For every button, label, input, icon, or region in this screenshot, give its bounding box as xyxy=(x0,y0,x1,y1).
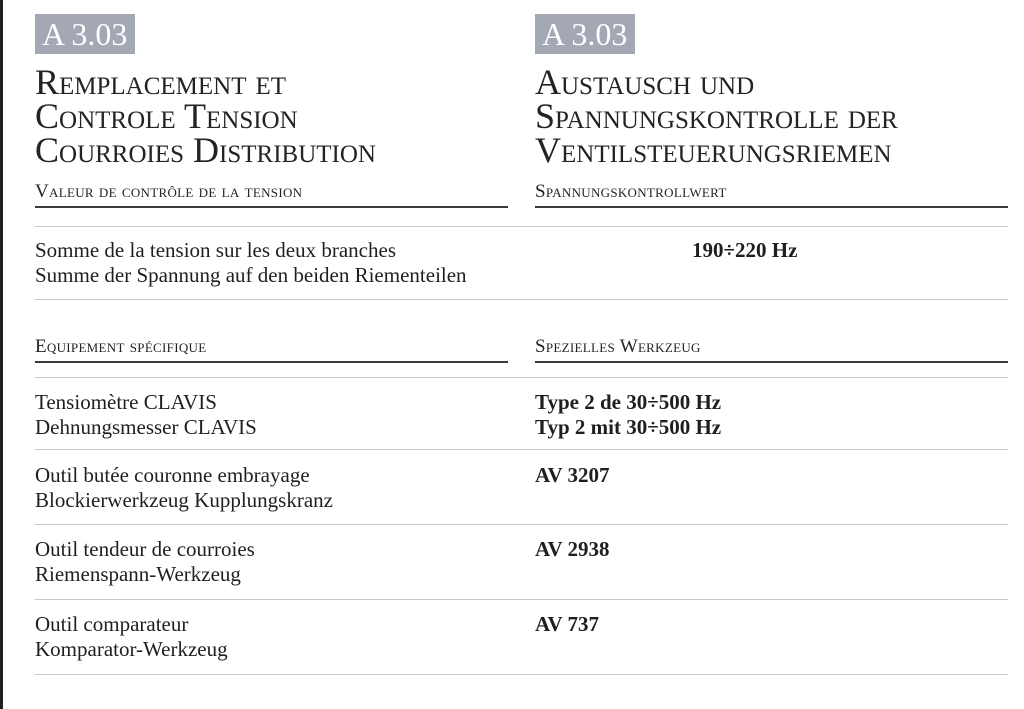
divider xyxy=(35,599,1008,600)
equipment-item-fr: Outil butée couronne embrayage xyxy=(35,463,310,487)
page-title-fr xyxy=(35,62,376,170)
divider xyxy=(35,226,1008,227)
title-line: Spannungskontrolle der xyxy=(535,96,898,136)
equipment-item-value: AV 3207 xyxy=(535,463,610,487)
equipment-item-value: AV 737 xyxy=(535,612,599,636)
section-badge-de: A 3.03 xyxy=(535,14,635,54)
page-left-edge xyxy=(0,0,3,709)
equipment-item-labels xyxy=(35,612,228,662)
equipment-item-fr: Tensiomètre CLAVIS xyxy=(35,390,217,414)
equipment-item-labels xyxy=(35,463,333,513)
tension-label-de: Summe der Spannung auf den beiden Riementeilen xyxy=(35,263,467,287)
tension-labels xyxy=(35,238,467,288)
title-line: Courroies Distribution xyxy=(35,130,376,170)
equipment-item-labels xyxy=(35,390,257,440)
divider xyxy=(35,524,1008,525)
title-line: Austausch und xyxy=(535,62,755,102)
subtitle-de: Spannungskontrollwert xyxy=(535,181,727,202)
subtitle-rule-fr xyxy=(35,206,508,208)
equipment-item-fr: Outil tendeur de courroies xyxy=(35,537,255,561)
equipment-item-labels xyxy=(35,537,255,587)
subtitle-fr: Valeur de contrôle de la tension xyxy=(35,181,303,202)
equipment-header-fr: Equipement spécifique xyxy=(35,336,207,357)
equipment-header-de: Spezielles Werkzeug xyxy=(535,336,701,357)
equipment-item-de: Riemenspann-Werkzeug xyxy=(35,562,241,586)
equipment-item-value: Typ 2 mit 30÷500 Hz xyxy=(535,415,722,439)
subtitle-rule-de xyxy=(535,206,1008,208)
divider xyxy=(35,674,1008,675)
divider xyxy=(35,299,1008,300)
equipment-item-de: Dehnungsmesser CLAVIS xyxy=(35,415,257,439)
equipment-rule-de xyxy=(535,361,1008,363)
tension-label-fr: Somme de la tension sur les deux branches xyxy=(35,238,396,262)
divider xyxy=(35,377,1008,378)
equipment-item-value: AV 2938 xyxy=(535,537,610,561)
tension-value: 190÷220 Hz xyxy=(692,238,798,262)
equipment-item-fr: Outil comparateur xyxy=(35,612,189,636)
equipment-item-de: Blockierwerkzeug Kupplungskranz xyxy=(35,488,333,512)
title-line: Remplacement et xyxy=(35,62,287,102)
equipment-item-de: Komparator-Werkzeug xyxy=(35,637,228,661)
title-line: Controle Tension xyxy=(35,96,298,136)
page-title-de xyxy=(535,62,898,170)
section-badge-fr: A 3.03 xyxy=(35,14,135,54)
divider xyxy=(35,449,1008,450)
equipment-item-value: Type 2 de 30÷500 Hz xyxy=(535,390,722,414)
equipment-rule-fr xyxy=(35,361,508,363)
equipment-item-values xyxy=(535,390,721,440)
title-line: Ventilsteuerungsriemen xyxy=(535,130,892,170)
